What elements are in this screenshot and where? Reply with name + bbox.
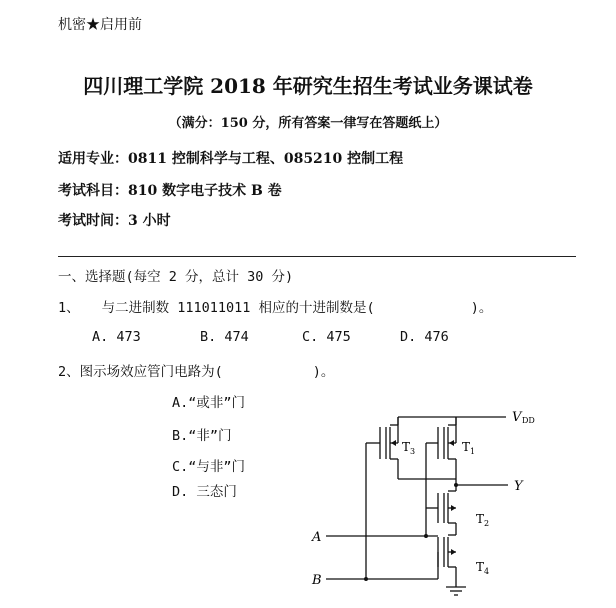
t3-subscript: 3: [410, 447, 416, 456]
exam-subtitle: （满分：150 分，所有答案一律写在答题纸上）: [168, 116, 448, 131]
q1-option-d: D. 476: [400, 329, 449, 345]
q1-option-a: A. 473: [92, 329, 141, 345]
question-2: [58, 360, 334, 380]
question-2-text: 2、图示场效应管门电路为(: [58, 364, 223, 380]
divider: [58, 256, 576, 257]
t4-subscript: 4: [484, 567, 490, 576]
q2-option-a: A.“或非”门: [172, 395, 246, 411]
b-input-label: B: [312, 573, 322, 588]
exam-subject: 考试科目：810 数字电子技术 B 卷: [58, 183, 282, 199]
question-1-number: 1、: [58, 300, 80, 316]
section-heading: 一、选择题(每空 2 分，总计 30 分): [58, 269, 294, 285]
question-1-text: 与二进制数 111011011 相应的十进制数是(: [101, 300, 375, 316]
question-2-close: )。: [312, 364, 335, 380]
exam-title: 四川理工学院 2018 年研究生招生考试业务课试卷: [83, 74, 533, 98]
q2-option-c: C.“与非”门: [172, 459, 246, 475]
q2-option-b: B.“非”门: [172, 428, 232, 444]
exam-duration: 考试时间：3 小时: [58, 213, 171, 229]
question-1: [58, 296, 492, 316]
secret-mark: 机密★启用前: [58, 17, 142, 33]
vdd-subscript: DD: [522, 416, 535, 425]
a-input-label: A: [312, 530, 322, 545]
q2-option-d: D. 三态门: [172, 484, 237, 500]
t2-subscript: 2: [484, 519, 490, 528]
y-output-label: Y: [514, 479, 523, 494]
t1-label: T: [462, 440, 471, 454]
q1-option-b: B. 474: [200, 329, 249, 345]
t1-subscript: 1: [470, 447, 476, 456]
q1-option-c: C. 475: [302, 329, 351, 345]
vdd-label: V: [512, 410, 522, 425]
question-1-close: )。: [470, 300, 493, 316]
t3-label: T: [402, 440, 411, 454]
t2-label: T: [476, 512, 485, 526]
fet-gate-circuit: [300, 395, 600, 608]
t4-label: T: [476, 560, 485, 574]
applicable-major: 适用专业：0811 控制科学与工程、085210 控制工程: [58, 151, 404, 167]
